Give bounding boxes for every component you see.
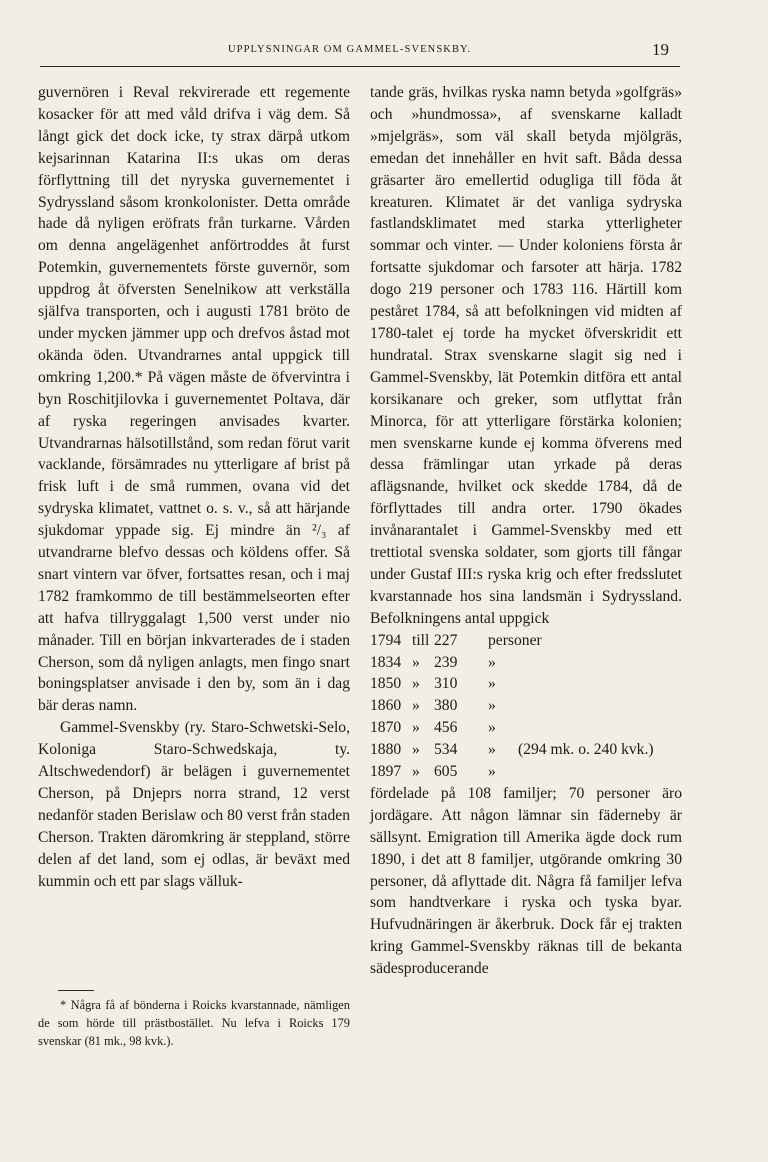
right-paragraph-1: tande gräs, hvilkas ryska namn betyda »golfgräs» och »hundmossa», af svenskarne kalladt »mjelgräs», som väl skall betyda mjölgräs, emedan det innehåller en hvit saft. Båda dessa gräsarter äro emellertid odugliga till föda åt kreaturen. Klimatet är det vanliga sydryska fastlandsklimatet med starka ytterligheter sommar och vinter. — Under koloniens första år fortsatte sjukdomar och farsoter att härja. 1782 dogo 219 personer och 1783 116. Härtill kom peståret 1784, så att befolkningen vid midten af 1780-talet ej torde ha mycket öfverskridit ett hundratal. Strax svenskarne slagit sig ned i Gammel-Svenskby, lät Potemkin ditföra ett antal korsikanare och greker, som utflyttat från Minorca, för att ytterligare förstärka kolonien; men svenskarne kunde ej komma öfverens med dessa främlingar utan yrkade på deras aflägsnande, hvilket ock skedde 1784, då de förflyttades till andra orter. 1790 ökades invånarantalet i Gammel-Svenskby med ett trettiotal svenska soldater, som gjorts till fångar under Gustaf III:s ryska krig och efter fredsslutet kvarstannade hos sina landsmän i Sydryssland. Befolkningens antal uppgick bbox=[370, 84, 682, 627]
running-head: UPPLYSNINGAR OM GAMMEL-SVENSKBY. bbox=[228, 44, 472, 55]
left-column bbox=[38, 82, 350, 893]
page-number: 19 bbox=[652, 40, 669, 59]
population-count: 227 bbox=[434, 631, 458, 649]
population-count: 456 bbox=[434, 719, 458, 737]
population-year: 1897 bbox=[370, 763, 402, 780]
left-paragraph-2: Gammel-Svenskby (ry. Staro-Schwetski-Selo, Koloniga Staro-Schwedskaja, ty. Altschwedendorf) är belägen i guvernementet Cherson, på Dnjeprs norra strand, 12 verst nedanför staden Berislaw och 80 verst från staden Cherson. Trakten däromkring är steppland, större delen af det land, som ej odlas, är beväxt med kummin och ett par slags välluk- bbox=[38, 719, 350, 890]
population-row bbox=[370, 739, 682, 761]
population-year: 1880 bbox=[370, 741, 402, 759]
population-row bbox=[370, 630, 682, 652]
population-ditto: » bbox=[488, 675, 496, 693]
population-ditto: » bbox=[488, 763, 496, 780]
header-rule bbox=[40, 66, 680, 67]
population-year: 1860 bbox=[370, 697, 402, 715]
right-paragraph-2: fördelade på 108 familjer; 70 personer äro jordägare. Att någon lämnar sin fäderneby är sällsynt. Emigration till Amerika ägde dock rum 1890, i det att 8 familjer, utgörande omkring 30 personer, då aflyttade dit. Några få familjer lefva som handtverkare i ryska och tyska byar. Hufvudnäringen är åkerbruk. Dock får ej trakten kring Gammel-Svenskby räknas till de bekanta sädesproducerande bbox=[370, 784, 682, 978]
population-sep: » bbox=[412, 741, 420, 759]
population-sep: » bbox=[412, 653, 420, 671]
population-row bbox=[370, 695, 682, 717]
population-sep: » bbox=[412, 697, 420, 715]
population-unit: personer bbox=[488, 631, 542, 649]
population-ditto: » bbox=[488, 719, 496, 737]
population-ditto: » bbox=[488, 653, 496, 671]
population-year: 1834 bbox=[370, 653, 402, 671]
footnote bbox=[38, 996, 350, 1050]
population-year: 1870 bbox=[370, 719, 402, 737]
population-row bbox=[370, 652, 682, 674]
population-count: 380 bbox=[434, 697, 458, 715]
population-ditto: » bbox=[488, 697, 496, 715]
population-year: 1794 bbox=[370, 631, 402, 649]
population-row bbox=[370, 673, 682, 695]
population-ditto: » bbox=[488, 741, 496, 759]
footnote-rule bbox=[58, 990, 94, 991]
population-note: (294 mk. o. 240 kvk.) bbox=[518, 741, 654, 759]
population-count: 534 bbox=[434, 741, 458, 759]
right-column bbox=[370, 82, 682, 980]
footnote-text: * Några få af bönderna i Roicks kvarstannade, nämligen de som hörde till prästbostället. Nu lefva i Roicks 179 svenskar (81 mk., 98 kvk.). bbox=[38, 998, 350, 1048]
population-count: 310 bbox=[434, 675, 458, 693]
population-table bbox=[370, 630, 682, 783]
population-sep: » bbox=[412, 719, 420, 737]
population-count: 605 bbox=[434, 763, 458, 780]
population-sep: » bbox=[412, 763, 420, 780]
population-sep: » bbox=[412, 675, 420, 693]
population-count: 239 bbox=[434, 653, 458, 671]
population-sep: till bbox=[412, 631, 430, 649]
population-year: 1850 bbox=[370, 675, 402, 693]
population-row bbox=[370, 717, 682, 739]
left-paragraph-1: guvernören i Reval rekvirerade ett regemente kosacker för att med våld drifva i väg dem. Så långt gick det dock icke, ty strax därpå utkom kejsarinnan Katarina II:s ukas om deras förflyttning till det nyryska guvernementet i Sydryssland såsom kronkolonister. Detta område hade då nyligen eröfrats från turkarne. Vården om denna angelägenhet anförtroddes åt furst Potemkin, guvernementets förste guvernör, som uppdrog åt öfversten Senelnikow att verkställa själfva transporten, och i augusti 1781 bröto de under mycken jämmer upp och drefvos åstad mot okända öden. Utvandrarnes antal uppgick till omkring 1,200.* På vägen måste de öfvervintra i byn Roschitjilovka i guvernementet Poltava, där af ryska regeringen anvisades kvarter. Utvandrarnas hälsotillstånd, som redan förut varit vacklande, försämrades nu ytterligare af brist på frisk luft i de små rummen, ovana vid det sydryska klimatet, vattnet o. s. v., så att härjande sjukdomar yppade sig. Ej mindre än ²/₃ af utvandrarne blefvo dessas och köldens offer. Så snart vintern var öfver, fortsattes resan, och i maj 1782 framkommo de till bestämmelseorten efter att hafva tillryggalagt 1,500 verst under nio månader. Till en början inkvarterades de i staden Cherson, som då nyligen anlagts, men fingo snart boningsplatser anvisade i den by, som än i dag bär deras namn. bbox=[38, 84, 350, 715]
population-row bbox=[370, 761, 682, 783]
